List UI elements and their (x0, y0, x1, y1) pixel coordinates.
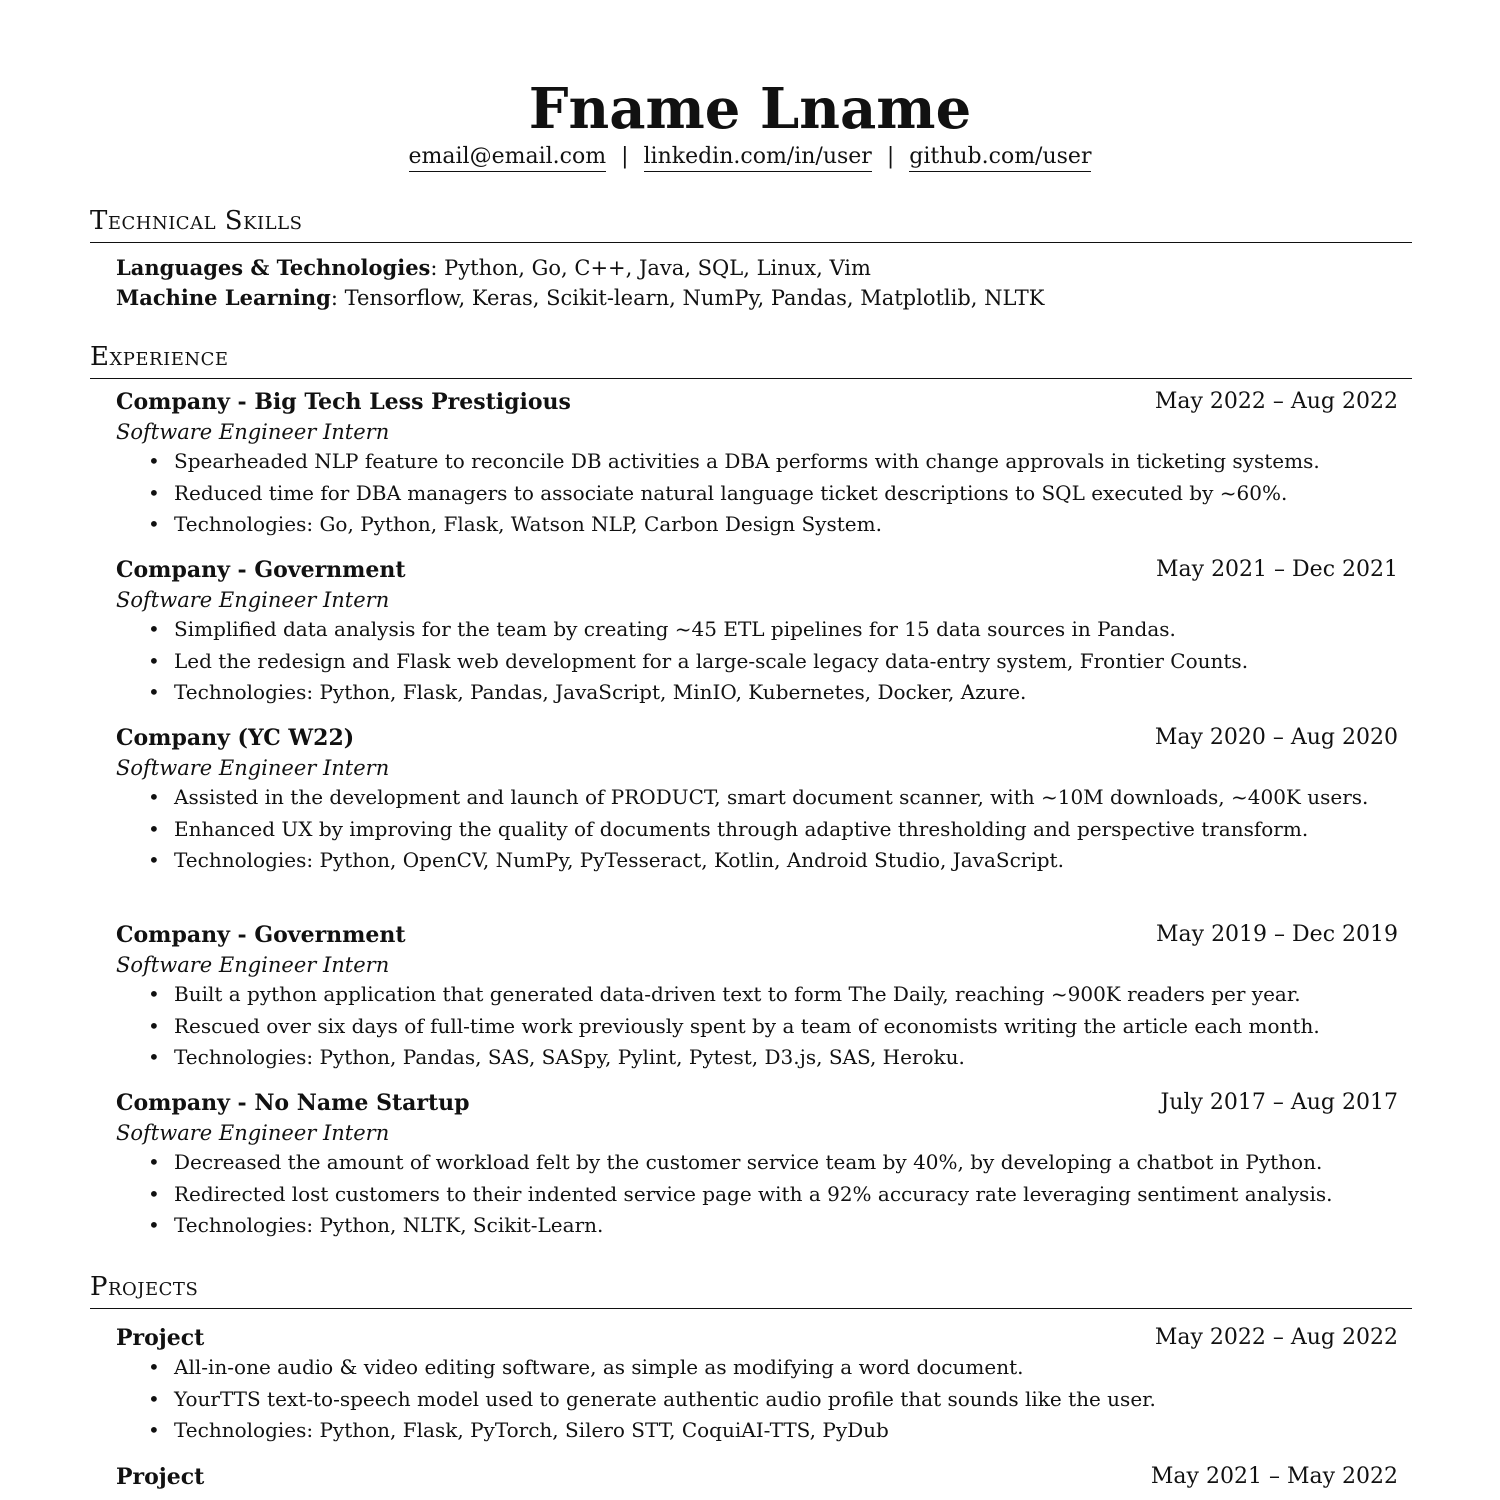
job-role: Software Engineer Intern (116, 588, 390, 612)
experience-entry (116, 387, 1398, 542)
company-name: Company - No Name Startup (116, 1090, 470, 1116)
job-role: Software Engineer Intern (116, 756, 390, 780)
bullet-item: • YourTTS text-to-speech model used to generate authentic audio profile that sounds like the user. (116, 1385, 1398, 1414)
section-rule (90, 242, 1412, 243)
company-name: Company - Government (116, 922, 406, 948)
skills-label: Machine Learning (116, 285, 331, 310)
skills-value: : Python, Go, C++, Java, SQL, Linux, Vim (430, 256, 871, 280)
project-name: Project (116, 1464, 205, 1490)
skills-row (116, 253, 1406, 283)
job-role: Software Engineer Intern (116, 1121, 390, 1145)
skills-row (116, 283, 1406, 313)
linkedin-link[interactable]: linkedin.com/in/user (644, 144, 872, 172)
bullet-item: • Rescued over six days of full-time work previously spent by a team of economists writing the article each month. (116, 1012, 1398, 1041)
company-name: Company - Government (116, 557, 406, 583)
skills-list (116, 253, 1406, 313)
experience-entry (116, 1088, 1398, 1243)
contact-separator: | (621, 144, 629, 169)
skills-value: : Tensorflow, Keras, Scikit-learn, NumPy, Pandas, Matplotlib, NLTK (330, 286, 1045, 310)
entry-dates: July 2017 – Aug 2017 (1160, 1090, 1398, 1115)
bullet-item: • Spearheaded NLP feature to reconcile DB activities a DBA performs with change approvals in ticketing systems. (116, 447, 1398, 476)
bullet-item: • Technologies: Python, Flask, PyTorch, Silero STT, CoquiAI-TTS, PyDub (116, 1416, 1398, 1445)
resume-name: Fname Lname (528, 76, 972, 142)
job-role: Software Engineer Intern (116, 420, 390, 444)
email-link[interactable]: email@email.com (409, 144, 607, 172)
bullet-item: • Technologies: Python, OpenCV, NumPy, PyTesseract, Kotlin, Android Studio, JavaScript. (116, 846, 1398, 875)
project-name: Project (116, 1325, 205, 1351)
company-name: Company (YC W22) (116, 725, 355, 751)
bullet-item: • Decreased the amount of workload felt by the customer service team by 40%, by developing a chatbot in Python. (116, 1148, 1398, 1177)
bullet-item: • Technologies: Go, Python, Flask, Watson NLP, Carbon Design System. (116, 510, 1398, 539)
contact-separator: | (886, 144, 895, 169)
bullet-item: • Assisted in the development and launch of PRODUCT, smart document scanner, with ~10M downloads, ~400K users. (116, 783, 1398, 812)
section-title-projects: Projects (90, 1272, 199, 1302)
section-title-skills: Technical Skills (90, 206, 303, 236)
bullet-item: • Technologies: Python, Pandas, SAS, SASpy, Pylint, Pytest, D3.js, SAS, Heroku. (116, 1043, 1398, 1072)
bullet-item: • All-in-one audio & video editing software, as simple as modifying a word document. (116, 1353, 1398, 1382)
bullet-item: • Enhanced UX by improving the quality of documents through adaptive thresholding and perspective transform. (116, 815, 1398, 844)
bullet-item: • Simplified data analysis for the team by creating ~45 ETL pipelines for 15 data sources in Pandas. (116, 615, 1398, 644)
experience-entry (116, 920, 1398, 1075)
project-entry (116, 1323, 1398, 1448)
section-rule (90, 1308, 1412, 1309)
contact-line (0, 142, 1500, 172)
experience-entry (116, 555, 1398, 710)
skills-label: Languages & Technologies (116, 255, 431, 280)
company-name: Company - Big Tech Less Prestigious (116, 389, 571, 415)
entry-dates: May 2022 – Aug 2022 (1154, 1325, 1398, 1350)
entry-dates: May 2022 – Aug 2022 (1154, 389, 1398, 414)
entry-dates: May 2021 – May 2022 (1150, 1464, 1398, 1489)
entry-dates: May 2019 – Dec 2019 (1156, 922, 1398, 947)
bullet-item: • Technologies: Python, Flask, Pandas, JavaScript, MinIO, Kubernetes, Docker, Azure. (116, 678, 1398, 707)
project-entry (116, 1462, 1398, 1492)
section-rule (90, 378, 1412, 379)
experience-entry (116, 723, 1398, 878)
section-title-experience: Experience (90, 342, 229, 372)
bullet-item: • Led the redesign and Flask web development for a large-scale legacy data-entry system, Frontier Counts. (116, 647, 1398, 676)
bullet-item: • Built a python application that generated data-driven text to form The Daily, reaching ~900K readers per year. (116, 980, 1398, 1009)
entry-dates: May 2020 – Aug 2020 (1154, 725, 1398, 750)
bullet-item: • Technologies: Python, NLTK, Scikit-Learn. (116, 1211, 1398, 1240)
bullet-item: • Reduced time for DBA managers to associate natural language ticket descriptions to SQL executed by ~60%. (116, 479, 1398, 508)
github-link[interactable]: github.com/user (909, 144, 1091, 172)
bullet-item: • Redirected lost customers to their indented service page with a 92% accuracy rate leveraging sentiment analysis. (116, 1180, 1398, 1209)
entry-dates: May 2021 – Dec 2021 (1156, 557, 1398, 582)
job-role: Software Engineer Intern (116, 953, 390, 977)
